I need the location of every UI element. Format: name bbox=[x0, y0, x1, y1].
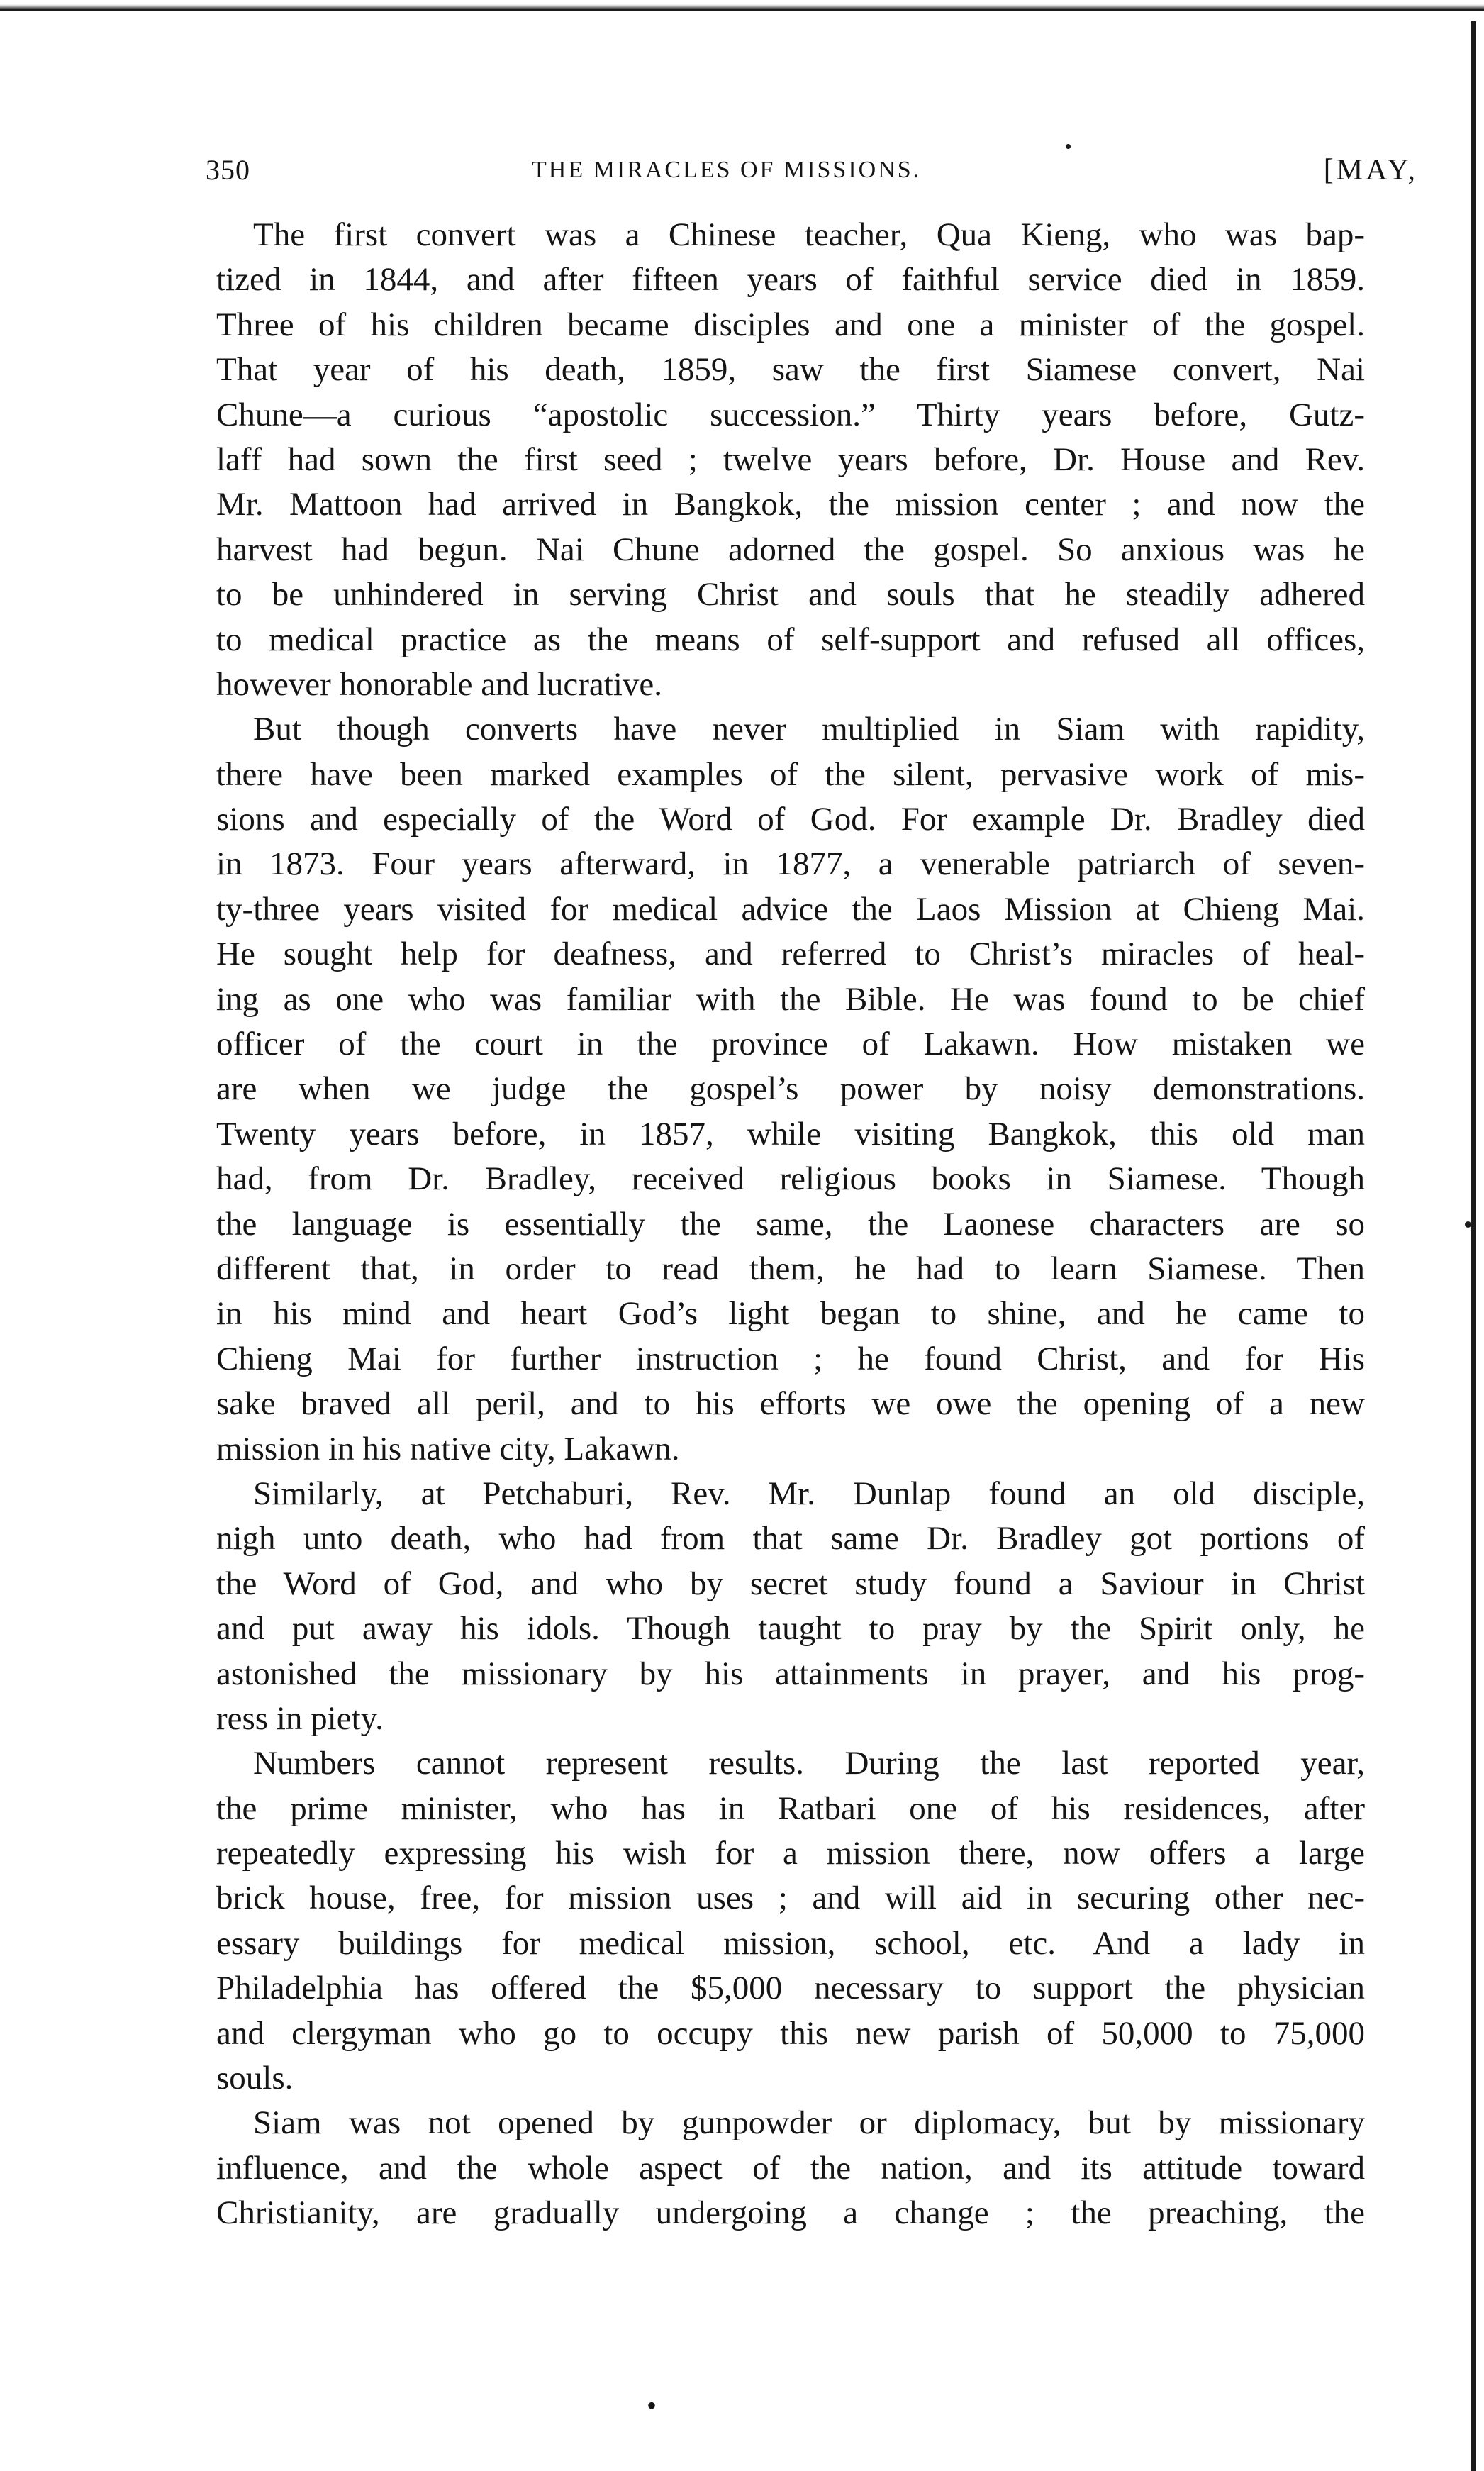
text-line: to medical practice as the means of self-support and refused all offices, bbox=[216, 621, 1365, 658]
scan-top-border bbox=[0, 4, 1484, 11]
text-line: Numbers cannot represent results. During the last reported year, bbox=[253, 1745, 1365, 1782]
text-line: tized in 1844, and after fifteen years of faithful service died in 1859. bbox=[216, 261, 1365, 299]
running-head: THE MIRACLES OF MISSIONS. bbox=[532, 157, 922, 183]
text-line: sions and especially of the Word of God. For example Dr. Bradley died bbox=[216, 801, 1365, 838]
body-text bbox=[216, 213, 1365, 2236]
text-line: ing as one who was familiar with the Bible. He was found to be chief bbox=[216, 980, 1365, 1018]
text-line: in 1873. Four years afterward, in 1877, a venerable patriarch of seven- bbox=[216, 845, 1365, 883]
text-line: repeatedly expressing his wish for a mission there, now offers a large bbox=[216, 1835, 1365, 1872]
text-line: and put away his idols. Though taught to pray by the Spirit only, he bbox=[216, 1610, 1365, 1648]
text-line: laff had sown the first seed ; twelve years before, Dr. House and Rev. bbox=[216, 440, 1365, 478]
text-line: He sought help for deafness, and referred to Christ’s miracles of heal- bbox=[216, 935, 1365, 973]
text-line: mission in his native city, Lakawn. bbox=[216, 1430, 680, 1467]
text-line: harvest had begun. Nai Chune adorned the gospel. So anxious was he bbox=[216, 531, 1365, 568]
page-number: 350 bbox=[206, 154, 250, 186]
running-head-month: [MAY, bbox=[1323, 154, 1418, 187]
scan-speck bbox=[1066, 144, 1071, 149]
footer-mark: • bbox=[647, 2389, 657, 2421]
text-line: souls. bbox=[216, 2060, 294, 2097]
text-line: Three of his children became disciples and one a minister of the gospel. bbox=[216, 306, 1365, 343]
text-line: the prime minister, who has in Ratbari one of his residences, after bbox=[216, 1789, 1365, 1827]
text-line: there have been marked examples of the silent, pervasive work of mis- bbox=[216, 755, 1365, 793]
text-line: to be unhindered in serving Christ and souls that he steadily adhered bbox=[216, 576, 1365, 613]
text-line: The first convert was a Chinese teacher, Qua Kieng, who was bap- bbox=[253, 216, 1365, 253]
text-line: officer of the court in the province of Lakawn. How mistaken we bbox=[216, 1026, 1365, 1063]
text-line: however honorable and lucrative. bbox=[216, 665, 663, 703]
paragraph bbox=[216, 213, 1365, 707]
text-line: Twenty years before, in 1857, while visiting Bangkok, this old man bbox=[216, 1115, 1365, 1153]
text-line: Mr. Mattoon had arrived in Bangkok, the mission center ; and now the bbox=[216, 486, 1365, 523]
text-line: ty-three years visited for medical advice the Laos Mission at Chieng Mai. bbox=[216, 890, 1365, 928]
text-line: ress in piety. bbox=[216, 1699, 384, 1737]
text-line: Chieng Mai for further instruction ; he found Christ, and for His bbox=[216, 1340, 1365, 1377]
text-line: influence, and the whole aspect of the nation, and its attitude toward bbox=[216, 2149, 1365, 2187]
text-line: Siam was not opened by gunpowder or diplomacy, but by missionary bbox=[253, 2104, 1365, 2142]
text-line: Christianity, are gradually undergoing a change ; the preaching, the bbox=[216, 2194, 1365, 2232]
scan-speck bbox=[1465, 1221, 1471, 1228]
text-line: But though converts have never multiplied in Siam with rapidity, bbox=[253, 711, 1365, 748]
text-line: had, from Dr. Bradley, received religious books in Siamese. Though bbox=[216, 1160, 1365, 1198]
text-line: sake braved all peril, and to his efforts we owe the opening of a new bbox=[216, 1385, 1365, 1423]
paragraph bbox=[216, 2101, 1365, 2236]
scan-right-border bbox=[1471, 21, 1476, 2471]
paragraph bbox=[216, 1741, 1365, 2101]
text-line: the language is essentially the same, the Laonese characters are so bbox=[216, 1205, 1365, 1243]
text-line: essary buildings for medical mission, school, etc. And a lady in bbox=[216, 1924, 1365, 1962]
text-line: different that, in order to read them, he had to learn Siamese. Then bbox=[216, 1250, 1365, 1287]
text-line: brick house, free, for mission uses ; and will aid in securing other nec- bbox=[216, 1879, 1365, 1917]
text-line: in his mind and heart God’s light began to shine, and he came to bbox=[216, 1295, 1365, 1333]
text-line: nigh unto death, who had from that same Dr. Bradley got portions of bbox=[216, 1520, 1365, 1557]
text-line: Chune—a curious “apostolic succession.” Thirty years before, Gutz- bbox=[216, 396, 1365, 433]
text-line: That year of his death, 1859, saw the first Siamese convert, Nai bbox=[216, 351, 1365, 389]
text-line: and clergyman who go to occupy this new parish of 50,000 to 75,000 bbox=[216, 2014, 1365, 2052]
text-line: are when we judge the gospel’s power by noisy demonstrations. bbox=[216, 1070, 1365, 1108]
text-line: Similarly, at Petchaburi, Rev. Mr. Dunlap found an old disciple, bbox=[253, 1475, 1365, 1512]
text-line: Philadelphia has offered the $5,000 necessary to support the physician bbox=[216, 1970, 1365, 2007]
text-line: astonished the missionary by his attainments in prayer, and his prog- bbox=[216, 1655, 1365, 1692]
text-line: the Word of God, and who by secret study found a Saviour in Christ bbox=[216, 1565, 1365, 1602]
paragraph bbox=[216, 1472, 1365, 1741]
running-header bbox=[206, 149, 1418, 191]
paragraph bbox=[216, 707, 1365, 1472]
